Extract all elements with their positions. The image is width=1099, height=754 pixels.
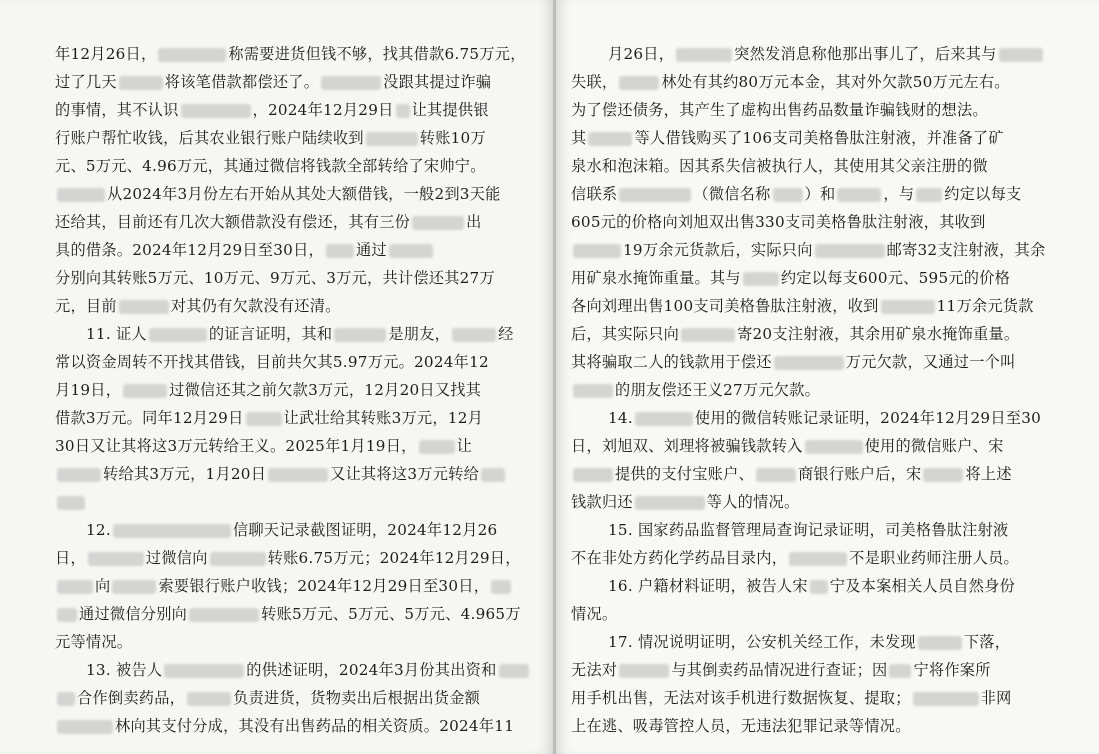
text-line: 过了几天 将该笔借款都偿还了。 没跟其提过诈骗 <box>55 73 492 91</box>
text-line: 的朋友偿还王义27万元欠款。 <box>571 380 820 400</box>
text-line: 后，其实际只向 寄20支注射液，其余用矿泉水掩饰重量。 <box>571 325 1020 343</box>
text-line: 通过微信分别向 转账5万元、5万元、5万元、4.965万 <box>55 604 521 624</box>
text-line: 14. 使用的微信转账记录证明，2024年12月29日至30 <box>608 409 1042 427</box>
text-line: 向 索要银行账户收钱；2024年12月29日至30日， <box>55 576 513 596</box>
text-line: 日， 过微信向 转账6.75万元；2024年12月29日， <box>55 549 521 567</box>
text-line: 合作倒卖药品， 负责进货，货物卖出后根据出货金额 <box>55 688 480 708</box>
text-line: 元，目前 对其仍有欠款没有还清。 <box>55 297 341 315</box>
text-line: 钱款归还 等人的情况。 <box>571 493 800 511</box>
right-page <box>556 0 1099 754</box>
text-line: 其 等人借钱购买了106支司美格鲁肽注射液，并准备了矿 <box>571 129 1004 147</box>
text-line: 信联系 （微信名称 ）和 ，与 约定以每支 <box>571 185 1022 203</box>
text-line: 元、5万元、4.96万元，其通过微信将钱款全部转给了宋帅宁。 <box>55 157 486 175</box>
text-line: 情况。 <box>571 605 618 623</box>
text-line: 行账户帮忙收钱，后其农业银行账户陆续收到 转账10万 <box>55 129 486 147</box>
text-line: 提供的支付宝账户、 商银行账户后，宋 将上述 <box>571 464 1012 484</box>
text-line: 不在非处方药化学药品目录内， 不是职业药师注册人员。 <box>571 549 1019 567</box>
text-line: 为了偿还债务，其产生了虚构出售药品数量诈骗钱财的想法。 <box>571 101 988 119</box>
text-line: 无法对 与其倒卖药品情况进行查证；因 宁将作案所 <box>571 661 991 679</box>
text-line: 分别向其转账5万元、10万元、9万元、3万元，共计偿还其27万 <box>55 269 495 287</box>
text-line: 还给其，目前还有几次大额借款没有偿还，其有三份 出 <box>55 213 482 231</box>
text-line: 的事情，其不认识 ，2024年12月29日 让其提供银 <box>55 101 489 119</box>
text-line: 常以资金周转不开找其借钱，目前共欠其5.97万元。2024年12 <box>55 353 489 371</box>
text-line: 林向其支付分成，其没有出售药品的相关资质。2024年11 <box>55 716 514 736</box>
text-line: 605元的价格向刘旭双出售330支司美格鲁肽注射液，其收到 <box>571 213 986 231</box>
text-line: 13. 被告人 的供述证明，2024年3月份其出资和 <box>86 660 531 680</box>
text-line: 上在逃、吸毒管控人员，无违法犯罪记录等情况。 <box>571 717 911 735</box>
text-line: 日，刘旭双、刘理将被骗钱款转入 使用的微信账户、宋 <box>571 437 1004 455</box>
text-line: 月19日， 过微信还其之前欠款3万元，12月20日又找其 <box>55 381 482 399</box>
text-line: 转给其3万元，1月20日 又让其将这3万元转给 <box>55 464 507 484</box>
text-line: 15. 国家药品监督管理局查询记录证明，司美格鲁肽注射液 <box>608 521 1009 539</box>
text-line: 年12月26日， 称需要进货但钱不够，找其借款6.75万元， <box>55 45 526 63</box>
text-line <box>55 492 87 512</box>
text-line: 17. 情况说明证明，公安机关经工作，未发现 下落， <box>608 633 1011 651</box>
text-line: 各向刘理出售100支司美格鲁肽注射液，收到 11万余元货款 <box>571 297 1034 315</box>
text-line: 12. 信聊天记录截图证明，2024年12月26 <box>86 521 498 539</box>
text-line: 用矿泉水掩饰重量。其与 约定以每支600元、595元的价格 <box>571 269 1011 287</box>
text-line: 元等情况。 <box>55 633 133 651</box>
text-line: 用手机出售，无法对该手机进行数据恢复、提取； 非网 <box>571 689 1012 707</box>
text-line: 借款3万元。同年12月29日 让武壮给其转账3万元，12月 <box>55 409 484 427</box>
text-line: 16. 户籍材料证明，被告人宋 宁及本案相关人员自然身份 <box>608 577 1016 595</box>
text-line: 19万余元货款后，实际只向 邮寄32支注射液，其余 <box>571 240 1045 260</box>
text-line: 泉水和泡沫箱。因其系失信被执行人，其使用其父亲注册的微 <box>571 157 988 175</box>
text-line: 11. 证人 的证言证明，其和 是朋友， 经 <box>86 325 514 343</box>
text-line: 月26日， 突然发消息称他那出事儿了，后来其与 <box>608 44 1045 64</box>
text-line: 具的借条。2024年12月29日至30日， 通过 <box>55 240 435 260</box>
text-line: 30日又让其将这3万元转给王义。2025年1月19日， 让 <box>55 437 473 455</box>
text-line: 其将骗取二人的钱款用于偿还 万元欠款，又通过一个叫 <box>571 353 1016 371</box>
text-line: 从2024年3月份左右开始从其处大额借钱，一般2到3天能 <box>55 184 501 204</box>
text-line: 失联， 林处有其约80万元本金，其对外欠款50万元左右。 <box>571 73 1010 91</box>
